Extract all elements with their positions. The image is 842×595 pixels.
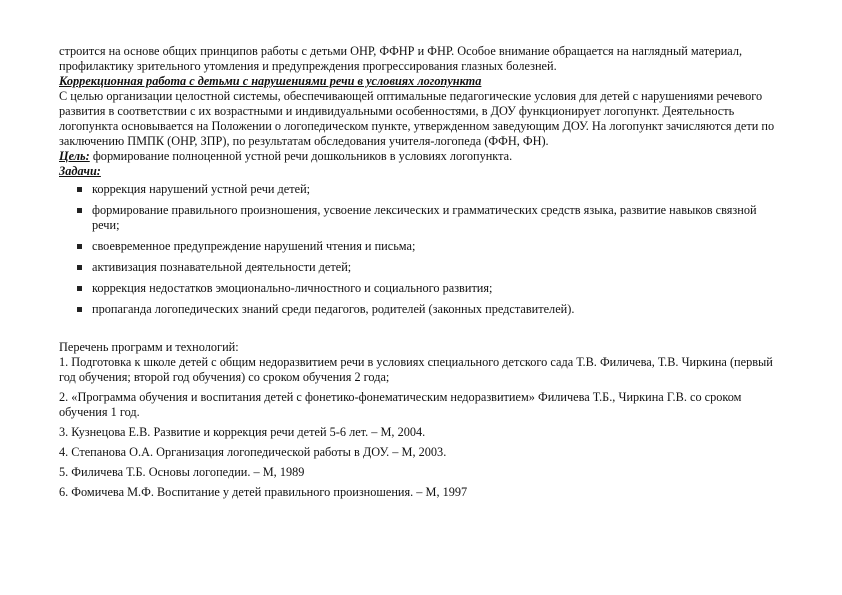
body-paragraph: С целью организации целостной системы, обеспечивающей оптимальные педагогические условия для детей с нарушениями речевого развития в соответствии с их возрастными и индивидуальными особенностями, в ДОУ функционирует логопункт. Деятельность логопункта основывается на Положении о логопедическом пункте, утвержденном заведующим ДОУ. На логопункт зачисляются дети по заключению ПМПК (ОНР, ЗПР), по результатам обследования учителя-логопеда (ФФН, ФН). [59, 89, 775, 148]
bullet-icon [77, 208, 82, 213]
tasks-label: Задачи: [59, 164, 101, 178]
bullet-icon [77, 187, 82, 192]
program-item: 3. Кузнецова Е.В. Развитие и коррекция речи детей 5-6 лет. – М, 2004. [59, 425, 426, 439]
task-text: пропаганда логопедических знаний среди педагогов, родителей (законных представителей). [92, 302, 575, 316]
bullet-icon [77, 244, 82, 249]
task-item [59, 302, 781, 317]
task-text: коррекция недостатков эмоционально-личностного и социального развития; [92, 281, 493, 295]
bullet-icon [77, 307, 82, 312]
bullet-icon [77, 265, 82, 270]
task-text: формирование правильного произношения, усвоение лексических и грамматических средств языка, развитие навыков связной речи; [92, 203, 757, 232]
programs-title: Перечень программ и технологий: [59, 340, 239, 354]
program-item: 1. Подготовка к школе детей с общим недоразвитием речи в условиях специального детского сада Т.В. Филичева, Т.В. Чиркина (первый год обучения; второй год обучения) со сроком обучения 2 года; [59, 355, 773, 384]
intro-paragraph: строится на основе общих принципов работы с детьми ОНР, ФФНР и ФНР. Особое внимание обращается на наглядный материал, профилактику зрительного утомления и предупреждения прогрессирования глазных болезней. [59, 44, 743, 73]
section-heading: Коррекционная работа с детьми с нарушениями речи в условиях логопункта [59, 74, 482, 88]
program-item: 2. «Программа обучения и воспитания детей с фонетико-фонематическим недоразвитием» Филичева Т.Б., Чиркина Г.В. со сроком обучения 1 год. [59, 390, 742, 419]
task-item [59, 182, 781, 197]
goal-line [59, 149, 781, 164]
goal-text: формирование полноценной устной речи дошкольников в условиях логопункта. [89, 149, 513, 163]
program-item: 6. Фомичева М.Ф. Воспитание у детей правильного произношения. – М, 1997 [59, 485, 468, 499]
tasks-list [59, 182, 781, 317]
task-item [59, 260, 781, 275]
program-item: 5. Филичева Т.Б. Основы логопедии. – М, 1989 [59, 465, 305, 479]
spacer [59, 323, 781, 340]
task-text: активизация познавательной деятельности детей; [92, 260, 352, 274]
task-item [59, 203, 781, 233]
task-item [59, 281, 781, 296]
task-text: своевременное предупреждение нарушений чтения и письма; [92, 239, 416, 253]
task-text: коррекция нарушений устной речи детей; [92, 182, 311, 196]
task-item [59, 239, 781, 254]
bullet-icon [77, 286, 82, 291]
goal-label: Цель: [59, 149, 90, 163]
document-body [59, 44, 781, 505]
program-item: 4. Степанова О.А. Организация логопедической работы в ДОУ. – М, 2003. [59, 445, 447, 459]
